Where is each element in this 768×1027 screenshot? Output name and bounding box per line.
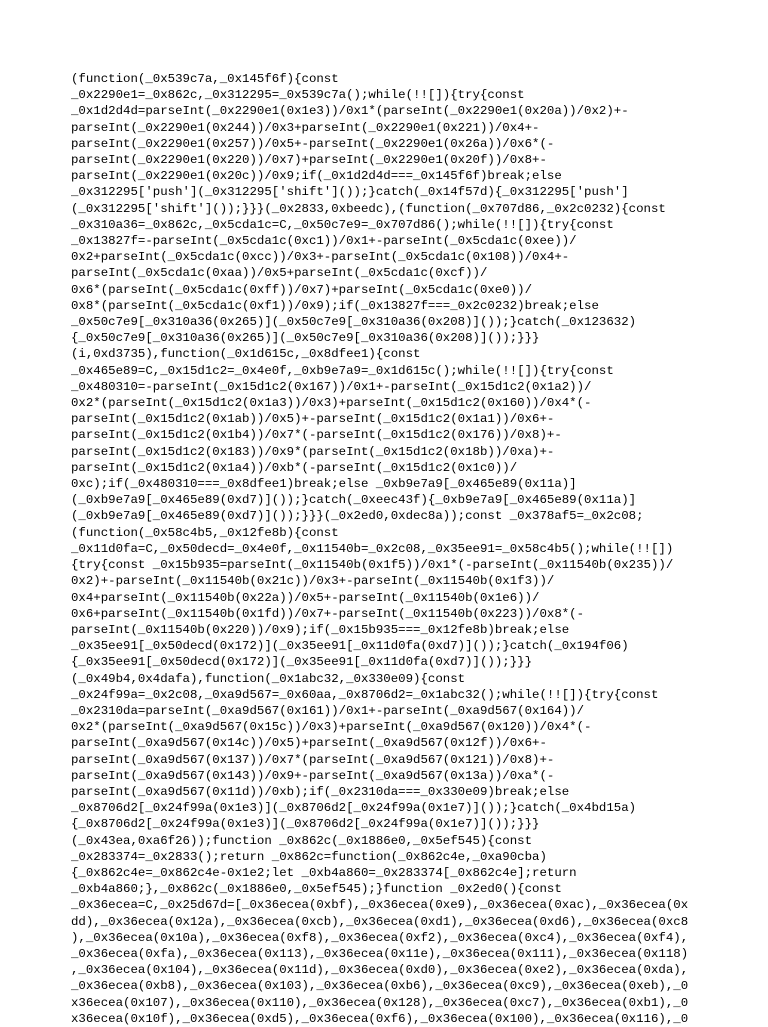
code-line: _0x35ee91[_0x50decd(0x172)](_0x35ee91[_0x11d0fa(0xd7)]());}catch(_0x194f06)	[71, 639, 629, 654]
code-line: dd),_0x36ecea(0x12a),_0x36ecea(0xcb),_0x36ecea(0xd1),_0x36ecea(0xd6),_0x36ecea(0xc8	[71, 914, 689, 929]
code-line: _0x312295['push'](_0x312295['shift']());}catch(_0x14f57d){_0x312295['push']	[71, 185, 629, 200]
code-line: 0x2+parseInt(_0x5cda1c(0xcc))/0x3+-parseInt(_0x5cda1c(0x108))/0x4+-	[71, 250, 570, 265]
code-line: parseInt(_0x15d1c2(0x1b4))/0x7*(-parseInt(_0x15d1c2(0x176))/0x8)+-	[71, 428, 562, 443]
code-line: _0x1d2d4d=parseInt(_0x2290e1(0x1e3))/0x1*(parseInt(_0x2290e1(0x20a))/0x2)+-	[71, 104, 629, 119]
code-line: _0x465e89=C,_0x15d1c2=_0x4e0f,_0xb9e7a9=_0x1d615c();while(!![]){try{const	[71, 363, 614, 378]
code-line: ),_0x36ecea(0x10a),_0x36ecea(0xf8),_0x36ecea(0xf2),_0x36ecea(0xc4),_0x36ecea(0xf4),	[71, 930, 689, 945]
code-line: x36ecea(0x10f),_0x36ecea(0xd5),_0x36ecea(0xf6),_0x36ecea(0x100),_0x36ecea(0x116),_0	[71, 1011, 689, 1026]
code-line: 0x2)+-parseInt(_0x11540b(0x21c))/0x3+-parseInt(_0x11540b(0x1f3))/	[71, 574, 555, 589]
code-line: _0x13827f=-parseInt(_0x5cda1c(0xc1))/0x1+-parseInt(_0x5cda1c(0xee))/	[71, 234, 577, 249]
code-line: _0x2290e1=_0x862c,_0x312295=_0x539c7a();while(!![]){try{const	[71, 88, 525, 103]
code-line: _0x11d0fa=C,_0x50decd=_0x4e0f,_0x11540b=_0x2c08,_0x35ee91=_0x58c4b5();while(!![])	[71, 541, 674, 556]
code-line: {_0x50c7e9[_0x310a36(0x265)](_0x50c7e9[_0x310a36(0x208)]());}}}	[71, 331, 540, 346]
code-line: ,_0x36ecea(0x104),_0x36ecea(0x11d),_0x36ecea(0xd0),_0x36ecea(0xe2),_0x36ecea(0xda),	[71, 963, 689, 978]
code-line: parseInt(_0x2290e1(0x257))/0x5+-parseInt(_0x2290e1(0x26a))/0x6*(-	[71, 136, 555, 151]
code-line: 0x8*(parseInt(_0x5cda1c(0xf1))/0x9);if(_0x13827f===_0x2c0232)break;else	[71, 298, 599, 313]
code-line: _0xb4a860;},_0x862c(_0x1886e0,_0x5ef545);}function _0x2ed0(){const	[71, 882, 562, 897]
code-line: {_0x862c4e=_0x862c4e-0x1e2;let _0xb4a860=_0x283374[_0x862c4e];return	[71, 865, 577, 880]
code-line: 0x2*(parseInt(_0xa9d567(0x15c))/0x3)+parseInt(_0xa9d567(0x120))/0x4*(-	[71, 720, 592, 735]
obfuscated-code-block	[71, 71, 711, 1027]
code-line: _0x310a36=_0x862c,_0x5cda1c=C,_0x50c7e9=_0x707d86();while(!![]){try{const	[71, 217, 614, 232]
code-line: parseInt(_0x2290e1(0x220))/0x7)+parseInt(_0x2290e1(0x20f))/0x8+-	[71, 153, 547, 168]
code-line: _0x480310=-parseInt(_0x15d1c2(0x167))/0x1+-parseInt(_0x15d1c2(0x1a2))/	[71, 379, 592, 394]
code-line: parseInt(_0x2290e1(0x20c))/0x9;if(_0x1d2d4d===_0x145f6f)break;else	[71, 169, 562, 184]
code-line: (_0xb9e7a9[_0x465e89(0xd7)]());}}}(_0x2ed0,0xdec8a));const _0x378af5=_0x2c08;	[71, 509, 644, 524]
code-line: 0x6*(parseInt(_0x5cda1c(0xff))/0x7)+parseInt(_0x5cda1c(0xe0))/	[71, 282, 533, 297]
code-line: (_0x43ea,0xa6f26));function _0x862c(_0x1886e0,_0x5ef545){const	[71, 833, 533, 848]
code-line: parseInt(_0x2290e1(0x244))/0x3+parseInt(_0x2290e1(0x221))/0x4+-	[71, 120, 540, 135]
code-line: 0xc);if(_0x480310===_0x8dfee1)break;else _0xb9e7a9[_0x465e89(0x11a)]	[71, 477, 577, 492]
code-line: _0x8706d2[_0x24f99a(0x1e3)](_0x8706d2[_0x24f99a(0x1e7)]());}catch(_0x4bd15a)	[71, 801, 637, 816]
code-line: _0x2310da=parseInt(_0xa9d567(0x161))/0x1+-parseInt(_0xa9d567(0x164))/	[71, 703, 585, 718]
code-line: (i,0xd3735),function(_0x1d615c,_0x8dfee1){const	[71, 347, 421, 362]
code-line: 0x4+parseInt(_0x11540b(0x22a))/0x5+-parseInt(_0x11540b(0x1e6))/	[71, 590, 540, 605]
code-line: 0x6+parseInt(_0x11540b(0x1fd))/0x7+-parseInt(_0x11540b(0x223))/0x8*(-	[71, 606, 585, 621]
code-line: parseInt(_0x15d1c2(0x1a4))/0xb*(-parseInt(_0x15d1c2(0x1c0))/	[71, 460, 518, 475]
code-line: {_0x35ee91[_0x50decd(0x172)](_0x35ee91[_0x11d0fa(0xd7)]());}}}	[71, 655, 533, 670]
code-line: _0x36ecea(0xfa),_0x36ecea(0x113),_0x36ecea(0x11e),_0x36ecea(0x111),_0x36ecea(0x118)	[71, 946, 689, 961]
code-line: x36ecea(0x107),_0x36ecea(0x110),_0x36ecea(0x128),_0x36ecea(0xc7),_0x36ecea(0xb1),_0	[71, 995, 689, 1010]
code-line: _0x24f99a=_0x2c08,_0xa9d567=_0x60aa,_0x8706d2=_0x1abc32();while(!![]){try{const	[71, 687, 659, 702]
code-line: parseInt(_0x11540b(0x220))/0x9);if(_0x15b935===_0x12fe8b)break;else	[71, 622, 570, 637]
code-line: parseInt(_0xa9d567(0x143))/0x9+-parseInt(_0xa9d567(0x13a))/0xa*(-	[71, 768, 555, 783]
code-line: parseInt(_0x15d1c2(0x183))/0x9*(parseInt(_0x15d1c2(0x18b))/0xa)+-	[71, 444, 555, 459]
code-line: parseInt(_0x5cda1c(0xaa))/0x5+parseInt(_0x5cda1c(0xcf))/	[71, 266, 488, 281]
code-line: parseInt(_0xa9d567(0x11d))/0xb);if(_0x2310da===_0x330e09)break;else	[71, 784, 570, 799]
code-line: _0x283374=_0x2833();return _0x862c=function(_0x862c4e,_0xa90cba)	[71, 849, 547, 864]
code-line: parseInt(_0xa9d567(0x14c))/0x5)+parseInt(_0xa9d567(0x12f))/0x6+-	[71, 736, 547, 751]
code-line: (_0x49b4,0x4dafa),function(_0x1abc32,_0x330e09){const	[71, 671, 466, 686]
code-line: (function(_0x539c7a,_0x145f6f){const	[71, 72, 339, 86]
code-line: (function(_0x58c4b5,_0x12fe8b){const	[71, 525, 339, 540]
code-line: 0x2*(parseInt(_0x15d1c2(0x1a3))/0x3)+parseInt(_0x15d1c2(0x160))/0x4*(-	[71, 396, 592, 411]
code-line: _0x50c7e9[_0x310a36(0x265)](_0x50c7e9[_0x310a36(0x208)]());}catch(_0x123632)	[71, 315, 637, 330]
code-line: parseInt(_0xa9d567(0x137))/0x7*(parseInt(_0xa9d567(0x121))/0x8)+-	[71, 752, 555, 767]
code-line: {try{const _0x15b935=parseInt(_0x11540b(0x1f5))/0x1*(-parseInt(_0x11540b(0x235))/	[71, 558, 674, 573]
code-line: {_0x8706d2[_0x24f99a(0x1e3)](_0x8706d2[_0x24f99a(0x1e7)]());}}}	[71, 817, 540, 832]
code-line: _0x36ecea(0xb8),_0x36ecea(0x103),_0x36ecea(0xb6),_0x36ecea(0xc9),_0x36ecea(0xeb),_0	[71, 979, 689, 994]
code-line: (_0x312295['shift']());}}}(_0x2833,0xbeedc),(function(_0x707d86,_0x2c0232){const	[71, 201, 666, 216]
code-line: parseInt(_0x15d1c2(0x1ab))/0x5)+-parseInt(_0x15d1c2(0x1a1))/0x6+-	[71, 412, 555, 427]
code-line: _0x36ecea=C,_0x25d67d=[_0x36ecea(0xbf),_0x36ecea(0xe9),_0x36ecea(0xac),_0x36ecea(0x	[71, 898, 689, 913]
code-line: (_0xb9e7a9[_0x465e89(0xd7)]());}catch(_0xeec43f){_0xb9e7a9[_0x465e89(0x11a)]	[71, 493, 637, 508]
